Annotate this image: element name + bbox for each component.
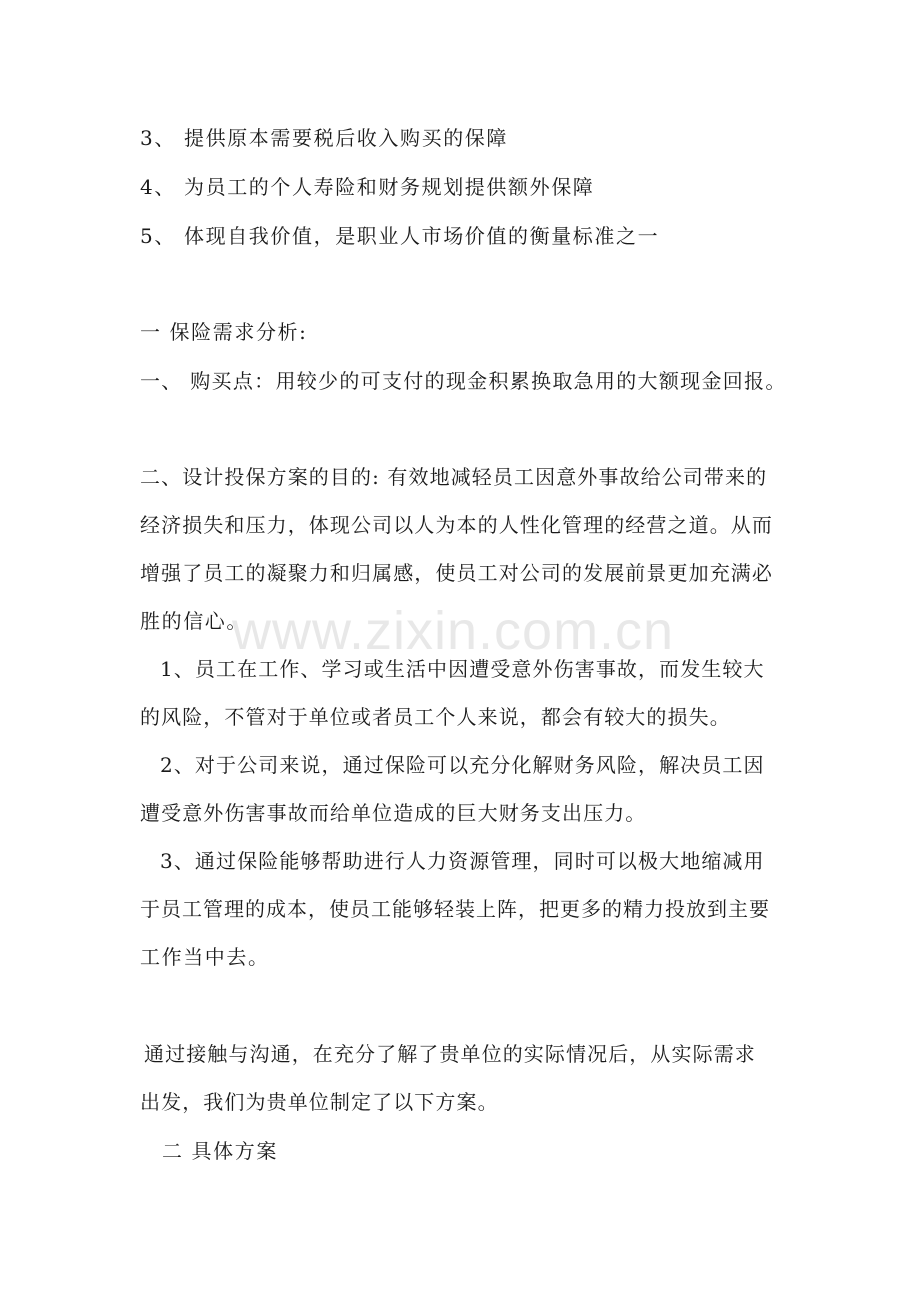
purchase-point: 一、 购买点：用较少的可支付的现金积累换取急用的大额现金回报。 xyxy=(140,369,787,393)
reason-item-3-line: 3、通过保险能够帮助进行人力资源管理，同时可以极大地缩减用 xyxy=(160,849,765,873)
benefit-item-4 xyxy=(140,173,594,201)
purpose-paragraph-line: 经济损失和压力，体现公司以人为本的人性化管理的经营之道。从而 xyxy=(140,513,773,537)
benefit-item-3 xyxy=(140,124,508,152)
reason-item-1-line: 1、员工在工作、学习或生活中因遭受意外伤害事故，而发生较大 xyxy=(160,657,765,681)
list-text: 体现自我价值，是职业人市场价值的衡量标准之一 xyxy=(184,224,660,248)
purpose-paragraph-line: 胜的信心。 xyxy=(140,609,248,633)
list-text: 为员工的个人寿险和财务规划提供额外保障 xyxy=(184,175,595,199)
closing-paragraph-line: 通过接触与沟通，在充分了解了贵单位的实际情况后，从实际需求 xyxy=(144,1042,756,1066)
reason-item-2-line: 遭受意外伤害事故而给单位造成的巨大财务支出压力。 xyxy=(140,801,647,825)
section-heading-needs-analysis: 一 保险需求分析: xyxy=(140,320,308,344)
list-number: 4、 xyxy=(140,175,176,199)
watermark: www.zixin.com.cn xyxy=(232,601,675,661)
reason-item-2-line: 2、对于公司来说，通过保险可以充分化解财务风险，解决员工因 xyxy=(160,753,765,777)
reason-item-1-line: 的风险，不管对于单位或者员工个人来说，都会有较大的损失。 xyxy=(140,705,731,729)
list-text: 提供原本需要税后收入购买的保障 xyxy=(184,126,508,150)
closing-paragraph-line: 出发，我们为贵单位制定了以下方案。 xyxy=(140,1090,499,1114)
benefit-item-5 xyxy=(140,222,659,250)
list-number: 5、 xyxy=(140,224,176,248)
list-number: 3、 xyxy=(140,126,176,150)
purpose-paragraph-line: 二、设计投保方案的目的: 有效地减轻员工因意外事故给公司带来的 xyxy=(140,465,768,489)
purpose-paragraph-line: 增强了员工的凝聚力和归属感，使员工对公司的发展前景更加充满必 xyxy=(140,561,773,585)
reason-item-3-line: 于员工管理的成本，使员工能够轻装上阵，把更多的精力投放到主要 xyxy=(140,897,770,921)
reason-item-3-line: 工作当中去。 xyxy=(140,945,270,969)
section-heading-specific-plan: 二 具体方案 xyxy=(162,1139,278,1163)
